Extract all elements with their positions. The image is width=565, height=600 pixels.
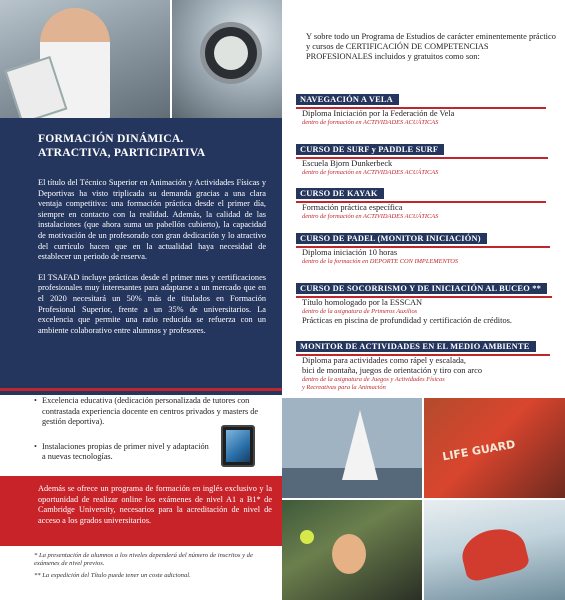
course-line: Diploma iniciación 10 horas — [302, 248, 398, 257]
bullet-item: • Instalaciones propias de primer nivel y adaptación a nuevas tecnologías. — [34, 441, 209, 462]
bullet-icon: • — [34, 396, 37, 405]
player-figure — [332, 534, 366, 574]
course-underline — [296, 354, 550, 356]
course-line: Formación práctica específica — [302, 203, 403, 212]
course-line: Diploma para actividades como rápel y escalada, — [302, 356, 466, 365]
course-body — [296, 159, 556, 177]
course-note: dentro de formación en ACTIVIDADES ACUÁTICAS — [302, 213, 439, 220]
info-panel — [0, 118, 282, 395]
course-underline — [296, 296, 552, 298]
panel-paragraph-1: El título del Técnico Superior en Animación y Actividades Físicas y Deportivas ha visto triplicada su demanda gracias a una clara ventaja competitiva: una formación práctica desde el primer día, siempre en contacto con la realidad. Además, la calidad de las instalaciones (que ahora suma un pabellón cubierto), la capacidad de motivación de un profesorado con gran dedicación y lo atractivo del currículo hacen que en la actualidad haya necesidad de establecer un periodo de reserva. — [38, 178, 266, 262]
course-block — [296, 89, 556, 127]
panel-title-line-1: FORMACIÓN DINÁMICA. — [38, 132, 184, 145]
course-note: dentro de formación en ACTIVIDADES ACUÁTICAS — [302, 169, 439, 176]
course-block — [296, 278, 556, 326]
intro-text: Y sobre todo un Programa de Estudios de carácter eminentemente práctico y cursos de CERTIFICACIÓN DE COMPETENCIAS PROFESIONALES incluidos y gratuitos como son: — [306, 32, 556, 62]
course-title: CURSO DE PADEL (MONITOR INICIACIÓN) — [296, 233, 487, 244]
course-note: dentro de la asignatura de Primeros Auxilios — [302, 308, 418, 315]
lifeguard-text: LIFE GUARD — [441, 437, 517, 464]
course-underline — [296, 246, 550, 248]
ball-icon — [300, 530, 314, 544]
course-line: Prácticas en piscina de profundidad y certificación de créditos. — [302, 316, 512, 325]
course-note: dentro de la asignatura de Juegos y Actividades Físicas — [302, 376, 445, 383]
footnote-2: ** La expedición del Título puede tener un coste adicional. — [34, 572, 191, 580]
panel-title — [38, 132, 266, 160]
course-block — [296, 336, 556, 392]
course-title: CURSO DE KAYAK — [296, 188, 384, 199]
padel-photo — [282, 500, 422, 600]
course-note: dentro de la formación en DEPORTE CON IMPLEMENTOS — [302, 258, 459, 265]
english-program-panel: Además se ofrece un programa de formación en inglés exclusivo y la oportunidad de realizar online los exámenes de nivel A1 a B1* de Cambridge University, necesarios para la acreditación de nivel de acceso a los grados universitarios. — [0, 476, 282, 546]
course-underline — [296, 157, 548, 159]
course-body — [296, 298, 556, 326]
course-line: Diploma Iniciación por la Federación de Vela — [302, 109, 455, 118]
course-note: dentro de formación en ACTIVIDADES ACUÁTICAS — [302, 119, 439, 126]
kayak-shape — [457, 523, 530, 583]
stopwatch-photo — [172, 0, 282, 122]
bullet-icon: • — [34, 441, 37, 451]
course-block — [296, 139, 556, 177]
tablet-icon — [221, 425, 255, 467]
course-line: Título homologado por la ESSCAN — [302, 298, 423, 307]
course-underline — [296, 201, 546, 203]
course-title: CURSO DE SOCORRISMO Y DE INICIACIÓN AL BUCEO ** — [296, 283, 547, 294]
bullet-item: • Excelencia educativa (dedicación personalizada de tutores con contrastada experiencia docente en centros privados y masters de gestión deportiva). — [34, 396, 259, 427]
course-title: NAVEGACIÓN A VELA — [296, 94, 399, 105]
panel-title-line-2: ATRACTIVA, PARTICIPATIVA — [38, 146, 206, 159]
footnote-1: * La presentación de alumnos a los niveles dependerá del número de inscritos y de exámenes de nivel previos. — [34, 552, 253, 568]
kayak-photo — [424, 500, 565, 600]
sailboat-photo — [282, 398, 422, 498]
lifeguard-photo — [424, 398, 565, 498]
course-body — [296, 248, 556, 266]
sail-shape — [342, 410, 378, 480]
course-body — [296, 109, 556, 127]
course-title: CURSO DE SURF y PADDLE SURF — [296, 144, 444, 155]
divider — [0, 388, 282, 391]
course-body — [296, 356, 556, 392]
course-line: bici de montaña, juegos de orientación y tiro con arco — [302, 366, 483, 375]
course-block — [296, 183, 556, 221]
course-block — [296, 228, 556, 266]
course-body — [296, 203, 556, 221]
course-note: y Recreativas para la Animación — [302, 384, 386, 391]
stopwatch-icon — [200, 22, 262, 84]
course-underline — [296, 107, 546, 109]
panel-paragraph-2: El TSAFAD incluye prácticas desde el primer mes y certificaciones profesionales muy interesantes para adaptarse a un mercado que en el 2020 necesitará un 50% más de titulados en Formación Profesional Superior, frente a un 35% de universitarios. La excelencia que permite una ratio reducida se refuerza con un ambiente colaborativo entre alumnos y profesores. — [38, 272, 266, 335]
trainer-photo — [0, 0, 170, 122]
course-title: MONITOR DE ACTIVIDADES EN EL MEDIO AMBIENTE — [296, 341, 536, 352]
course-line: Escuela Bjorn Dunkerbeck — [302, 159, 393, 168]
footnotes — [34, 552, 274, 585]
